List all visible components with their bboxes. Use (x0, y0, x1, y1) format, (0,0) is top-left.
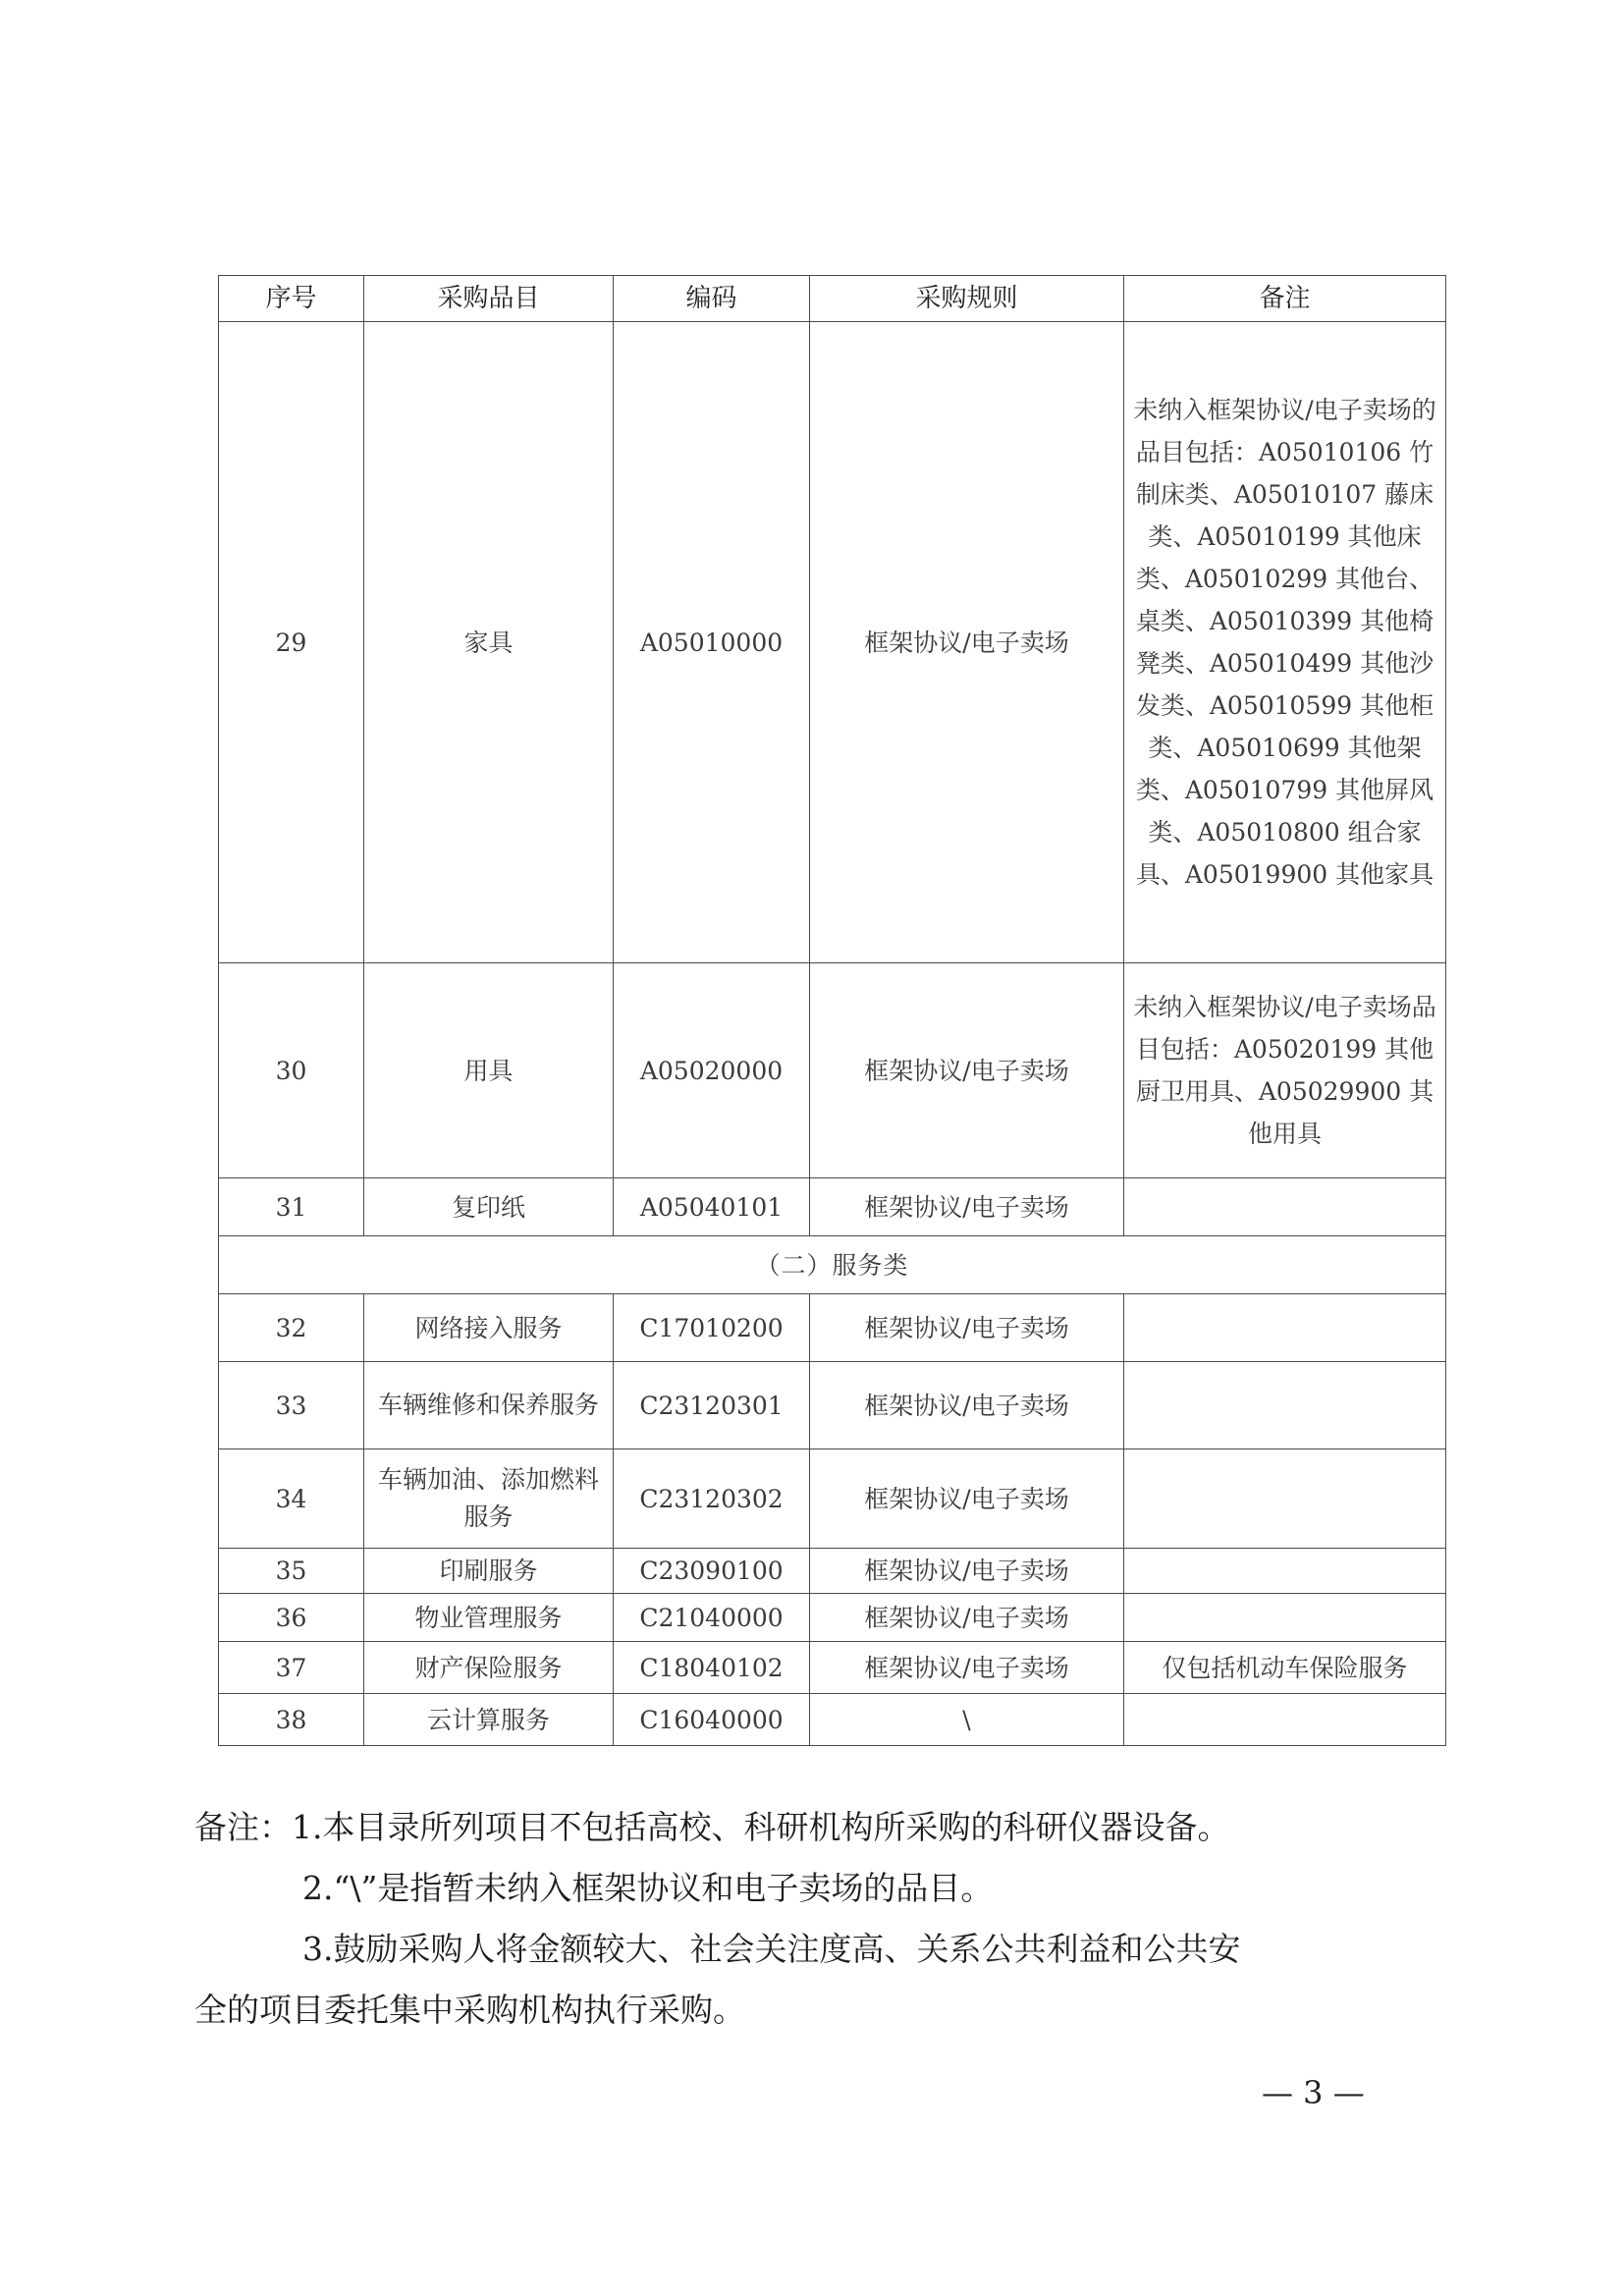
row-rule: 框架协议/电子卖场 (810, 1362, 1124, 1449)
row-rule: \ (810, 1694, 1124, 1746)
row-code: A05020000 (614, 963, 810, 1178)
footnotes (194, 1797, 1461, 2041)
row-code: C23120302 (614, 1449, 810, 1549)
footnote-3-line-1: 3.鼓励采购人将金额较大、社会关注度高、关系公共利益和公共安 (302, 1930, 1241, 1968)
row-item: 物业管理服务 (364, 1594, 614, 1642)
header-no: 序号 (219, 276, 364, 322)
table-row (219, 1594, 1446, 1642)
row-no: 29 (219, 322, 364, 963)
row-no: 34 (219, 1449, 364, 1549)
row-rule: 框架协议/电子卖场 (810, 1449, 1124, 1549)
row-note: 仅包括机动车保险服务 (1124, 1642, 1446, 1694)
table-row (219, 322, 1446, 963)
row-rule: 框架协议/电子卖场 (810, 1594, 1124, 1642)
row-note (1124, 1362, 1446, 1449)
row-no: 30 (219, 963, 364, 1178)
row-code: C17010200 (614, 1294, 810, 1362)
row-item: 用具 (364, 963, 614, 1178)
header-note: 备注 (1124, 276, 1446, 322)
table-row (219, 1362, 1446, 1449)
table-row (219, 1694, 1446, 1746)
row-note: 未纳入框架协议/电子卖场的品目包括：A05010106 竹制床类、A05010107 藤床类、A05010199 其他床类、A05010299 其他台、桌类、A05010399 其他椅凳类、A05010499 其他沙发类、A05010599 其他柜类、A05010699 其他架类、A05010799 其他屏风类、A05010800 组合家具、A05019900 其他家具 (1124, 322, 1446, 963)
row-code: C18040102 (614, 1642, 810, 1694)
table-row (219, 963, 1446, 1178)
row-rule: 框架协议/电子卖场 (810, 963, 1124, 1178)
header-code: 编码 (614, 276, 810, 322)
row-item: 云计算服务 (364, 1694, 614, 1746)
row-item: 车辆加油、添加燃料服务 (364, 1449, 614, 1549)
table-row (219, 1294, 1446, 1362)
row-no: 38 (219, 1694, 364, 1746)
row-item: 家具 (364, 322, 614, 963)
row-code: C23090100 (614, 1549, 810, 1594)
footnote-2: 2.“\”是指暂未纳入框架协议和电子卖场的品目。 (302, 1869, 994, 1907)
row-item: 车辆维修和保养服务 (364, 1362, 614, 1449)
row-code: C16040000 (614, 1694, 810, 1746)
row-note (1124, 1178, 1446, 1236)
row-item: 财产保险服务 (364, 1642, 614, 1694)
row-item: 复印纸 (364, 1178, 614, 1236)
row-note (1124, 1549, 1446, 1594)
row-no: 37 (219, 1642, 364, 1694)
row-no: 31 (219, 1178, 364, 1236)
row-item: 网络接入服务 (364, 1294, 614, 1362)
row-rule: 框架协议/电子卖场 (810, 1549, 1124, 1594)
table-row (219, 1178, 1446, 1236)
row-code: A05040101 (614, 1178, 810, 1236)
section-title: （二）服务类 (219, 1236, 1446, 1294)
row-note: 未纳入框架协议/电子卖场品目包括：A05020199 其他厨卫用具、A05029900 其他用具 (1124, 963, 1446, 1178)
row-no: 35 (219, 1549, 364, 1594)
table-row (219, 1449, 1446, 1549)
footnote-1: 备注：1.本目录所列项目不包括高校、科研机构所采购的科研仪器设备。 (194, 1808, 1230, 1846)
row-note (1124, 1449, 1446, 1549)
header-rule: 采购规则 (810, 276, 1124, 322)
table-row (219, 1549, 1446, 1594)
procurement-catalog-table (218, 275, 1446, 1746)
row-no: 32 (219, 1294, 364, 1362)
row-item: 印刷服务 (364, 1549, 614, 1594)
footnote-3-line-2: 全的项目委托集中采购机构执行采购。 (194, 1991, 745, 2029)
row-no: 33 (219, 1362, 364, 1449)
table-header-row (219, 276, 1446, 322)
row-rule: 框架协议/电子卖场 (810, 322, 1124, 963)
row-no: 36 (219, 1594, 364, 1642)
row-rule: 框架协议/电子卖场 (810, 1178, 1124, 1236)
row-rule: 框架协议/电子卖场 (810, 1294, 1124, 1362)
row-note (1124, 1294, 1446, 1362)
row-code: C23120301 (614, 1362, 810, 1449)
row-code: C21040000 (614, 1594, 810, 1642)
row-code: A05010000 (614, 322, 810, 963)
page-number: — 3 — (1262, 2074, 1365, 2111)
row-note (1124, 1594, 1446, 1642)
section-row (219, 1236, 1446, 1294)
row-note (1124, 1694, 1446, 1746)
header-item: 采购品目 (364, 276, 614, 322)
row-rule: 框架协议/电子卖场 (810, 1642, 1124, 1694)
table-row (219, 1642, 1446, 1694)
